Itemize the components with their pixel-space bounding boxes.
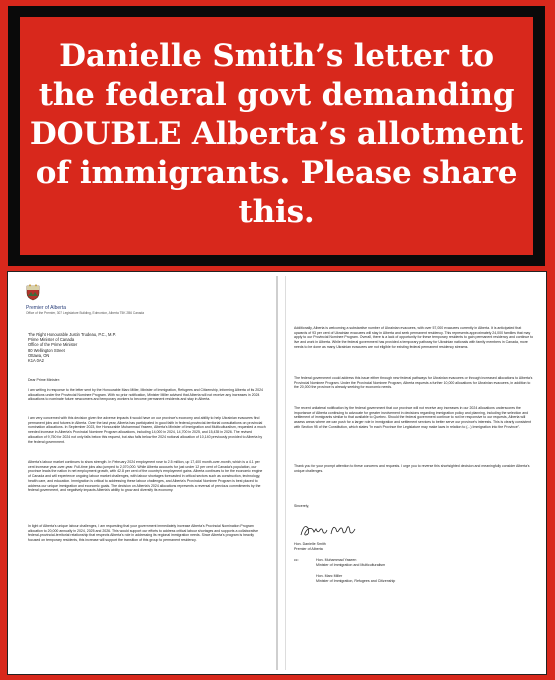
letter-paragraph: I am very concerned with this decision given the adverse impacts it would have on our province's economy and ability to help Ukrainian evacuees find permanent jobs and futures in Alberta. Over the last year, Alberta has participated in good faith in federal-provincial-territorial consultations on provincial nomination allocations. In September 2023, the Honourable Muhammad Yaseen, Alberta's Minister of Immigration and Multiculturalism, requested a much needed increase in Alberta's Provincial Nominee Program allocations, including 14,000 in 2024, 14,700 in 2025, and 15,435 in 2026. The revised allocation of 9,750 for 2024 not only falls below this request, but also falls below the 2024 notional allocation of 10,140 previously provided to Alberta by the federal government.	[28, 416, 266, 444]
cc-label: cc:	[294, 558, 299, 562]
letterhead-address: Office of the Premier, 307 Legislature Building, Edmonton, Alberta T5K 2B6 Canada	[26, 311, 145, 315]
letterhead-title: Premier of Alberta	[26, 305, 67, 311]
letter-paragraph: Additionally, Alberta is welcoming a substantive number of Ukrainian evacuees, with over 57,000 evacuees currently in Alberta. It is anticipated that upwards of 93 per cent of Ukrainian evacuees will stay in Alberta and seek permanent residency. This represents approximately 24,000 families that may apply to our Provincial Nominee Program. Overall, there is a lack of opportunity for these temporary residents to gain permanent residency and continue to live and work in Alberta. While the federal government has provided a temporary pathway for Ukrainian nationals with family members in Canada, more needs to be done as many Ukrainian evacuees are not eligible for existing federal permanent residency streams.	[294, 326, 534, 349]
signature-image	[298, 520, 358, 540]
letter-paragraph: In light of Alberta's unique labour challenges, I am requesting that your government immediately increase Alberta's Provincial Nomination Program allocation to 20,000 annually in 2024, 2025 and 2026. This would support our efforts to address critical labour shortages and supports a collaborative federal-provincial-territorial relationship that respects Alberta's role in addressing its regional immigration needs. Since Alberta's program is heavily focused on temporary residents, this increase will support the transition of this group to permanent residency.	[28, 524, 259, 543]
letter-page-1	[18, 276, 276, 670]
letter-image	[7, 271, 547, 675]
letter-paragraph: Thank you for your prompt attention to these concerns and requests. I urge you to reverse this shortsighted decision and meaningfully consider Alberta's unique challenges.	[294, 464, 530, 473]
headline-text: Danielle Smith’s letter to the federal govt demanding DOUBLE Alberta’s allotment of immigrants. Please share this.	[29, 38, 524, 230]
letter-paragraph: The federal government could address this issue either through new federal pathways for Ukrainian evacuees or through increased allocations to Alberta's Provincial Nominee Program. Under the Provincial Nominee Program, Alberta requests a further 10,000 allocations for Ukrainian evacuees, in addition to the 20,000 the province is already seeking for economic needs.	[294, 376, 533, 390]
letter-paragraph: I am writing in response to the letter sent by the Honourable Marc Miller, Minister of Immigration, Refugees and Citizenship, informing Alberta of its 2024 allocations under the Provincial Nominee Program. With no prior notification, Minister Miller advised that Alberta will not receive any increases in 2024 allocations to nominate future newcomers and temporary workers to become permanent residents and stay in Alberta.	[28, 388, 264, 402]
headline-panel	[20, 17, 533, 255]
cc-recipient: Hon. Muhammad Yaseen Minister of Immigration and Multiculturalism	[316, 558, 386, 567]
letter-page-2	[286, 276, 544, 670]
alberta-crest-icon	[26, 284, 40, 301]
headline-banner	[8, 6, 545, 266]
letter-paragraph: The recent unilateral notification by the federal government that our province will not receive any increases in our 2024 allocations underscores the importance of Alberta continuing to advocate for greater involvement in decisions regarding immigration policy and planning, including the selection and settlement of immigrants similar to that available to Quebec. Should the federal government continue to not be responsive to our requests, Alberta will assess areas where we can push for a larger role in immigration and settlement services to better serve our province's interests. This is clearly consistent with Section 95 of the Constitution, which states "in each Province the Legislature may make laws in relation to (...) Immigration into the Province".	[294, 406, 531, 429]
recipient-address: The Right Honourable Justin Trudeau, P.C., M.P. Prime Minister of Canada Office of the Prime Minister 80 Wellington Street Ottawa, ON K1A 0A2	[28, 332, 116, 364]
letter-paragraph: Alberta's labour market continues to show strength. In February 2024 employment rose to 2.5 million, up 17,400 month-over-month, which is a 4.1 per cent increase year-over-year. Full-time jobs also jumped to 2,070,000. While Alberta accounts for just under 12 per cent of Canada's population, our province leads the nation in net employment growth, with 42.8 per cent of the country's employment gains. Alberta continues to be the economic engine of Canada and will experience ongoing labour market challenges, with labour shortages forecasted in critical sectors such as construction, technology, health care, and education. Immigration is critical to addressing these labour challenges, and Alberta's Provincial Nominee Program is best placed to address our unique immigration and economic goals. The decision on Alberta's 2024 allocations represents a reversal of previous commitments by the federal government, and negatively impacts Alberta's ability to grow and diversify its economy.	[28, 460, 263, 493]
salutation: Dear Prime Minister:	[28, 378, 60, 382]
signatory: Hon. Danielle Smith Premier of Alberta	[294, 542, 326, 551]
cc-recipient: Hon. Marc Miller Minister of Immigration, Refugees and Citizenship	[316, 574, 396, 583]
letter-closing: Sincerely,	[294, 504, 310, 508]
